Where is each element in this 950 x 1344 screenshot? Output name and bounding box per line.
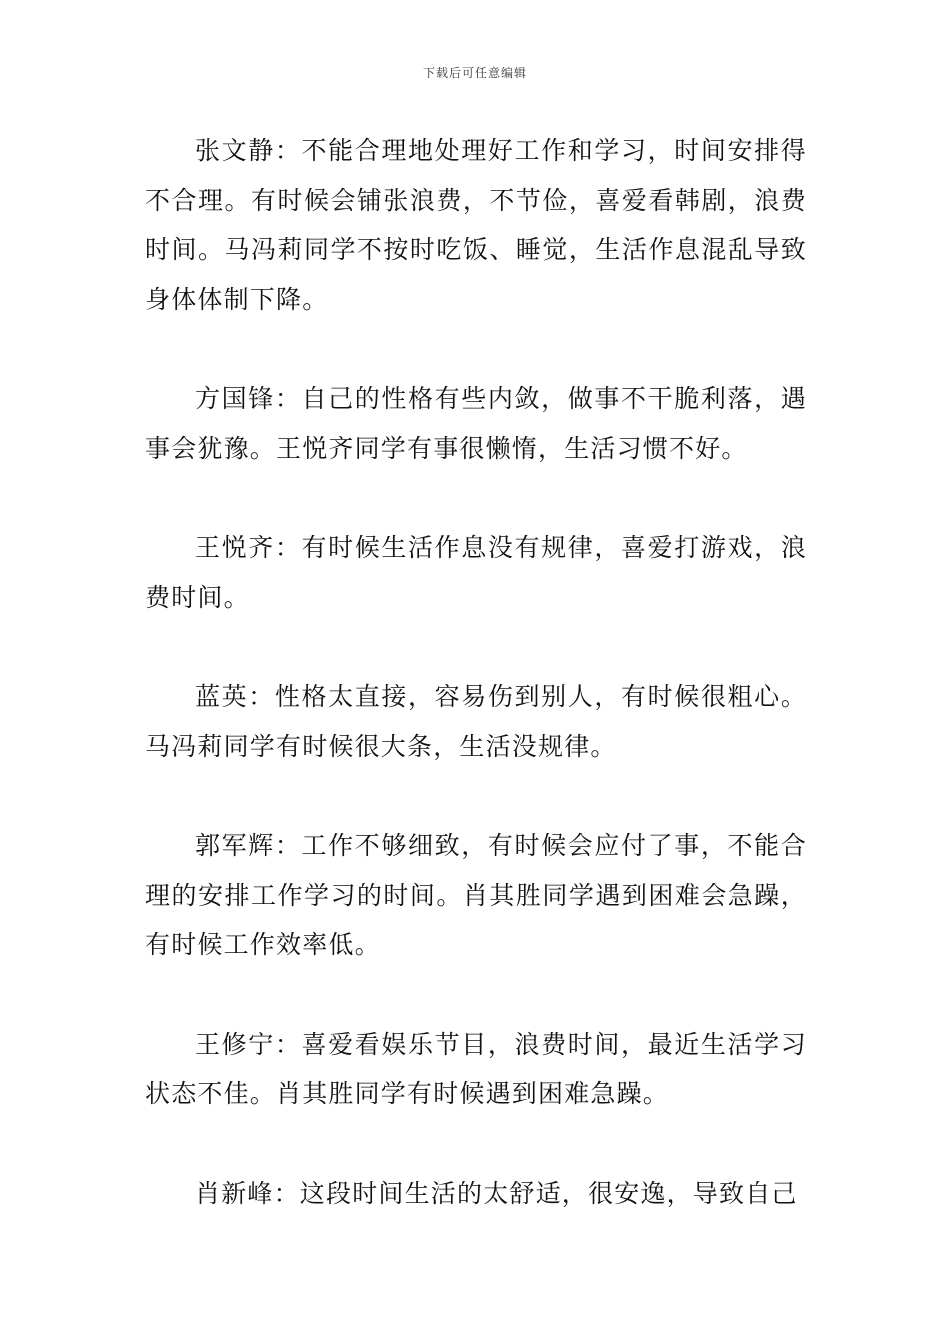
header-note: 下载后可任意编辑 [422, 66, 527, 80]
paragraph-lan-ying: 蓝英：性格太直接，容易伤到别人，有时候很粗心。马冯莉同学有时候很大条，生活没规律。 [145, 682, 807, 761]
paragraph-guo-junhui: 郭军辉：工作不够细致，有时候会应付了事，不能合理的安排工作学习的时间。肖其胜同学遇到困难会急躁，有时候工作效率低。 [145, 831, 807, 959]
paragraph-xiao-xinfeng: 肖新峰：这段时间生活的太舒适，很安逸，导致自己 [195, 1178, 798, 1208]
paragraph-zhang-wenjing: 张文静：不能合理地处理好工作和学习，时间安排得不合理。有时候会铺张浪费，不节俭，喜爱看韩剧，浪费时间。马冯莉同学不按时吃饭、睡觉，生活作息混乱导致身体体制下降。 [145, 136, 807, 314]
paragraph-wang-yueqi: 王悦齐：有时候生活作息没有规律，喜爱打游戏，浪费时间。 [145, 533, 807, 612]
paragraph-fang-guofeng: 方国锋：自己的性格有些内敛，做事不干脆利落，遇事会犹豫。王悦齐同学有事很懒惰，生活习惯不好。 [145, 384, 807, 463]
document-body [145, 126, 807, 1268]
paragraph-wang-xiuning: 王修宁：喜爱看娱乐节目，浪费时间，最近生活学习状态不佳。肖其胜同学有时候遇到困难急躁。 [145, 1029, 807, 1108]
